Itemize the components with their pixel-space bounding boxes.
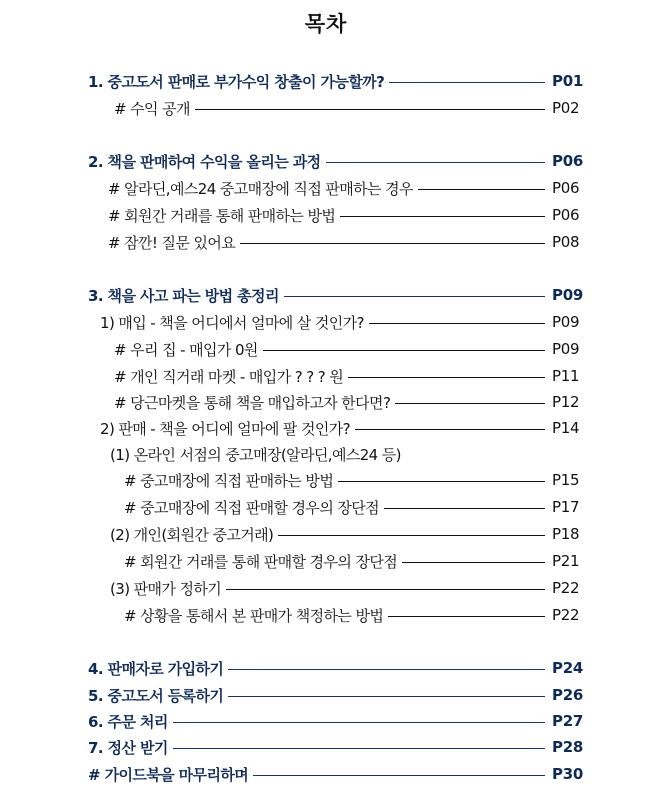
toc-entry-3-2-3-a[interactable] (124, 602, 580, 628)
toc-entry-label: 3. 책을 사고 파는 방법 총정리 (88, 286, 279, 305)
leader-line (284, 296, 545, 297)
toc-page-number: P14 (552, 419, 580, 437)
toc-entry-label: # 개인 직거래 마켓 - 매입가 ? ? ? 원 (114, 367, 344, 386)
leader-line (340, 216, 545, 217)
toc-page-number: P09 (552, 340, 580, 358)
toc-entry-1-1[interactable] (114, 95, 580, 121)
toc-entry-3-2-2[interactable] (110, 521, 580, 547)
toc-entry-7[interactable] (88, 734, 583, 760)
toc-entry-3-2-1-b[interactable] (124, 494, 580, 520)
toc-entry-label: # 중고매장에 직접 판매하는 방법 (124, 471, 334, 490)
toc-page-number: P06 (552, 206, 580, 224)
toc-entry-label: 2) 판매 - 책을 어디에 얼마에 팔 것인가? (100, 419, 351, 438)
toc-entry-label: 6. 주문 처리 (88, 712, 168, 731)
toc-page-number: P09 (552, 286, 583, 304)
toc-page-number: P17 (552, 498, 580, 516)
toc-entry-2-3[interactable] (108, 229, 580, 255)
toc-entry-3-2[interactable] (100, 415, 580, 441)
toc-entry-label: # 중고매장에 직접 판매할 경우의 장단점 (124, 498, 380, 517)
toc-page-number: P02 (552, 99, 580, 117)
toc-entry-3-1-1[interactable] (114, 336, 580, 362)
page-title: 목차 (304, 12, 348, 36)
toc-entry-3-1-3[interactable] (114, 389, 580, 415)
toc-entry-label: (1) 온라인 서점의 중고매장(알라딘,예스24 등) (110, 445, 401, 464)
toc-entry-5[interactable] (88, 682, 583, 708)
leader-line (278, 535, 545, 536)
leader-line (338, 481, 545, 482)
toc-entry-2-1[interactable] (108, 175, 580, 201)
toc-entry-3-2-3[interactable] (110, 575, 580, 601)
toc-entry-1[interactable] (88, 68, 583, 94)
toc-entry-label: 4. 판매자로 가입하기 (88, 659, 224, 678)
leader-line (402, 562, 545, 563)
leader-line (263, 350, 545, 351)
toc-entry-3-1-2[interactable] (114, 363, 580, 389)
toc-entry-3-2-1[interactable] (110, 441, 551, 467)
leader-line (326, 162, 545, 163)
toc-entry-6[interactable] (88, 708, 583, 734)
toc-entry-label: (3) 판매가 정하기 (110, 579, 222, 598)
leader-line (226, 589, 545, 590)
toc-entry-label: # 알라딘,예스24 중고매장에 직접 판매하는 경우 (108, 179, 413, 198)
leader-line (240, 243, 545, 244)
leader-line (369, 323, 545, 324)
toc-page-number: P15 (552, 471, 580, 489)
leader-line (389, 82, 545, 83)
toc-page-number: P26 (552, 686, 583, 704)
toc-entry-3-2-1-a[interactable] (124, 467, 580, 493)
toc-entry-label: # 당근마켓을 통해 책을 매입하고자 한다면? (114, 393, 391, 412)
toc-entry-label: # 우리 집 - 매입가 0원 (114, 340, 258, 359)
toc-page-number: P22 (552, 579, 580, 597)
leader-line (253, 775, 545, 776)
toc-page-number: P11 (552, 367, 580, 385)
toc-entry-label: # 상황을 통해서 본 판매가 책정하는 방법 (124, 606, 384, 625)
toc-page-number: P28 (552, 738, 583, 756)
leader-line (195, 109, 545, 110)
toc-page-number: P09 (552, 313, 580, 331)
leader-line (228, 696, 545, 697)
toc-page-number: P01 (552, 72, 583, 90)
leader-line (384, 508, 545, 509)
toc-page-number: P08 (552, 233, 580, 251)
toc-entry-3-2-2-a[interactable] (124, 548, 580, 574)
toc-page-number: P27 (552, 712, 583, 730)
toc-entry-2-2[interactable] (108, 202, 580, 228)
leader-line (395, 403, 545, 404)
leader-line (355, 429, 545, 430)
toc-entry-label: # 잠깐! 질문 있어요 (108, 233, 236, 252)
toc-entry-label: # 수익 공개 (114, 99, 190, 118)
toc-entry-label: # 회원간 거래를 통해 판매하는 방법 (108, 206, 336, 225)
toc-entry-label: # 가이드북을 마무리하며 (88, 765, 249, 784)
leader-line (173, 722, 545, 723)
leader-line (388, 616, 545, 617)
toc-entry-label: 1) 매입 - 책을 어디에서 얼마에 살 것인가? (100, 313, 364, 332)
toc-page-number: P30 (552, 765, 583, 783)
toc-page-number: P22 (552, 606, 580, 624)
leader-line (348, 377, 545, 378)
toc-page-number: P24 (552, 659, 583, 677)
toc-page-number: P18 (552, 525, 580, 543)
toc-page-number: P12 (552, 393, 580, 411)
toc-entry-2[interactable] (88, 148, 583, 174)
leader-line (228, 669, 545, 670)
toc-entry-label: # 회원간 거래를 통해 판매할 경우의 장단점 (124, 552, 398, 571)
toc-page-number: P21 (552, 552, 580, 570)
toc-entry-label: 1. 중고도서 판매로 부가수익 창출이 가능할까? (88, 72, 385, 91)
leader-line (418, 189, 545, 190)
toc-entry-label: (2) 개인(회원간 중고거래) (110, 525, 274, 544)
toc-page-number: P06 (552, 152, 583, 170)
toc-entry-label: 5. 중고도서 등록하기 (88, 686, 224, 705)
toc-entry-label: 2. 책을 판매하여 수익을 올리는 과정 (88, 152, 321, 171)
toc-entry-3[interactable] (88, 282, 583, 308)
toc-entry-label: 7. 정산 받기 (88, 738, 168, 757)
leader-line (173, 748, 545, 749)
toc-page-number: P06 (552, 179, 580, 197)
toc-entry-3-1[interactable] (100, 309, 580, 335)
toc-entry-4[interactable] (88, 655, 583, 681)
toc-entry-closing[interactable] (88, 761, 583, 787)
